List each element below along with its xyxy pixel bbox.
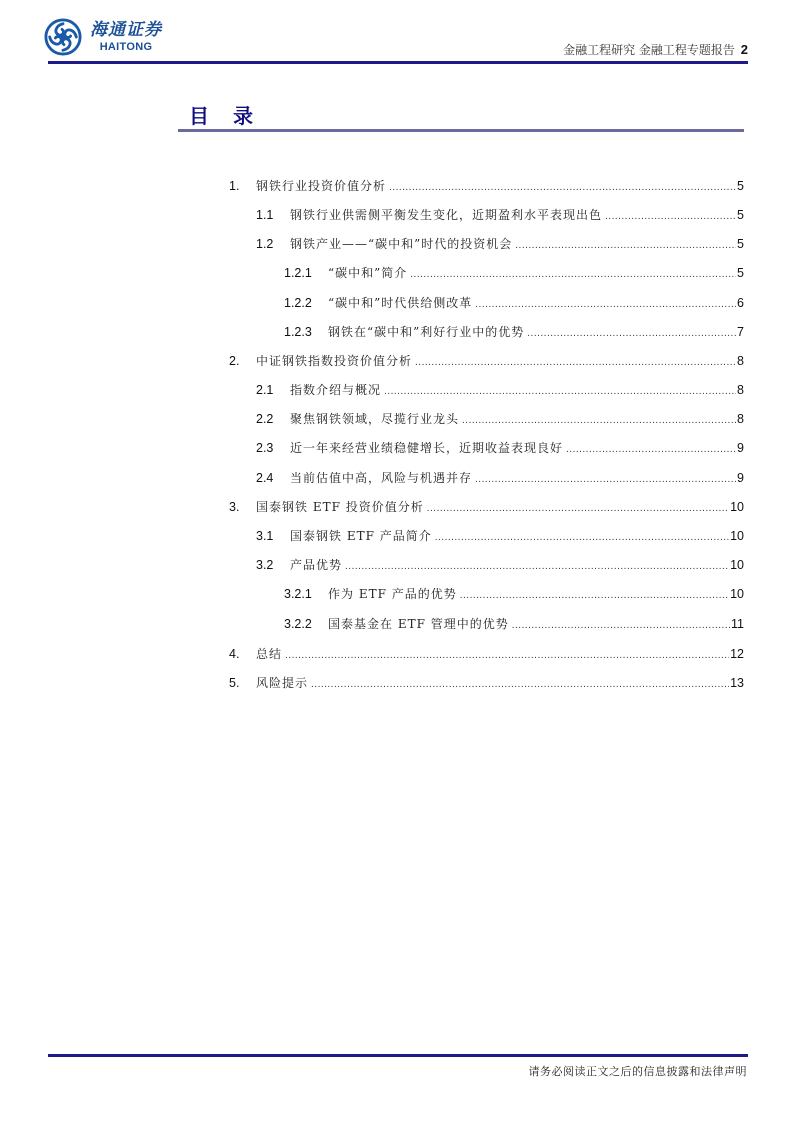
- toc-entry[interactable]: [256, 527, 744, 545]
- logo-name-en: HAITONG: [99, 40, 153, 53]
- toc-entry-label: “碳中和”时代供给侧改革: [328, 296, 473, 310]
- toc-entry-label: 总结: [256, 647, 283, 661]
- toc-entry[interactable]: [256, 381, 744, 399]
- footer-divider: [48, 1054, 748, 1057]
- toc-dot-leader: [475, 474, 736, 485]
- toc-dot-leader: [345, 561, 729, 572]
- toc-entry[interactable]: [284, 585, 744, 603]
- toc-entry-label: 作为 ETF 产品的优势: [328, 587, 457, 601]
- toc-entry-number: 3.2.2: [284, 617, 312, 631]
- toc-entry-page: 8: [737, 383, 744, 397]
- toc-entry-label: 聚焦钢铁领域，尽揽行业龙头: [290, 412, 460, 426]
- toc-entry-label: 钢铁在“碳中和”利好行业中的优势: [328, 325, 525, 339]
- toc-entry-page: 10: [730, 529, 744, 543]
- toc-divider: [178, 129, 744, 132]
- page-number: 2: [740, 42, 748, 57]
- toc-entry-page: 5: [737, 237, 744, 251]
- toc-dot-leader: [427, 503, 729, 514]
- toc-entry-label: 指数介绍与概况: [290, 383, 382, 397]
- toc-entry[interactable]: [284, 264, 744, 282]
- toc-entry-page: 7: [737, 325, 744, 339]
- toc-entry-page: 9: [737, 441, 744, 455]
- toc-entry-number: 1.2.2: [284, 296, 312, 310]
- toc-entry-label: “碳中和”简介: [328, 266, 408, 280]
- toc-entry[interactable]: [256, 206, 744, 224]
- toc-dot-leader: [415, 357, 736, 368]
- toc-entry[interactable]: [256, 469, 744, 487]
- header-divider: [48, 61, 748, 64]
- toc-dot-leader: [462, 415, 736, 426]
- toc-dot-leader: [460, 590, 729, 601]
- toc-entry-number: 1.: [229, 179, 240, 193]
- toc-entry-label: 国泰钢铁 ETF 产品简介: [290, 529, 432, 543]
- toc-entry[interactable]: [229, 177, 744, 195]
- toc-entry-number: 4.: [229, 647, 240, 661]
- toc-entry-number: 1.2: [256, 237, 274, 251]
- toc-entry-page: 9: [737, 471, 744, 485]
- logo-name-cn: 海通证券: [90, 19, 162, 40]
- toc-entry-number: 3.2: [256, 558, 274, 572]
- toc-title: [189, 100, 253, 129]
- haitong-logo-icon: [44, 18, 82, 56]
- toc-dot-leader: [410, 269, 736, 280]
- toc-entry-number: 1.2.3: [284, 325, 312, 339]
- toc-entry-page: 5: [737, 208, 744, 222]
- toc-entry-label: 当前估值中高，风险与机遇并存: [290, 471, 473, 485]
- toc-entry-label: 钢铁行业投资价值分析: [256, 179, 387, 193]
- toc-entry[interactable]: [256, 439, 744, 457]
- toc-entry[interactable]: [229, 645, 744, 663]
- toc-entry-number: 2.2: [256, 412, 274, 426]
- toc-title-char-2: 录: [233, 104, 253, 128]
- toc-entry-page: 10: [730, 500, 744, 514]
- toc-dot-leader: [285, 650, 729, 661]
- toc-entry[interactable]: [256, 410, 744, 428]
- toc-entry[interactable]: [229, 498, 744, 516]
- toc-dot-leader: [384, 386, 736, 397]
- toc-entry-page: 8: [737, 354, 744, 368]
- toc-entry-page: 5: [737, 179, 744, 193]
- report-category: 金融工程研究 金融工程专题报告: [563, 43, 735, 57]
- toc-entry-label: 近一年来经营业绩稳健增长，近期收益表现良好: [290, 441, 564, 455]
- toc-entry-number: 2.1: [256, 383, 274, 397]
- toc-entry[interactable]: [284, 615, 744, 633]
- toc-entry-page: 11: [731, 617, 744, 631]
- toc-entry-number: 2.: [229, 354, 240, 368]
- toc-entry-label: 国泰基金在 ETF 管理中的优势: [328, 617, 509, 631]
- toc-dot-leader: [435, 532, 729, 543]
- toc-entry-page: 5: [737, 266, 744, 280]
- toc-entry-number: 5.: [229, 676, 240, 690]
- running-header: [563, 41, 748, 58]
- toc-entry-number: 3.2.1: [284, 587, 312, 601]
- toc-entry-label: 中证钢铁指数投资价值分析: [256, 354, 413, 368]
- toc-title-char-1: 目: [189, 104, 209, 128]
- company-logo: [44, 17, 162, 57]
- toc-entry-label: 国泰钢铁 ETF 投资价值分析: [256, 500, 424, 514]
- toc-entry[interactable]: [256, 235, 744, 253]
- toc-dot-leader: [389, 182, 736, 193]
- toc-entry-page: 12: [730, 647, 744, 661]
- toc-entry[interactable]: [229, 674, 744, 692]
- toc-entry-page: 10: [730, 587, 744, 601]
- toc-entry-number: 1.1: [256, 208, 274, 222]
- toc-entry-page: 6: [737, 296, 744, 310]
- toc-dot-leader: [605, 211, 736, 222]
- toc-entry-number: 2.3: [256, 441, 274, 455]
- toc-entry-label: 风险提示: [256, 676, 309, 690]
- toc-entry-number: 2.4: [256, 471, 274, 485]
- toc-entry-page: 13: [730, 676, 744, 690]
- toc-dot-leader: [475, 299, 736, 310]
- toc-entry[interactable]: [284, 294, 744, 312]
- toc-entry[interactable]: [229, 352, 744, 370]
- toc-entry-label: 钢铁产业——“碳中和”时代的投资机会: [290, 237, 513, 251]
- toc-entry-page: 8: [737, 412, 744, 426]
- toc-dot-leader: [515, 240, 736, 251]
- toc-entry-page: 10: [730, 558, 744, 572]
- toc-entry-number: 1.2.1: [284, 266, 312, 280]
- toc-dot-leader: [311, 679, 729, 690]
- toc-dot-leader: [566, 444, 736, 455]
- toc-entry-number: 3.1: [256, 529, 274, 543]
- toc-dot-leader: [512, 620, 730, 631]
- toc-entry-label: 钢铁行业供需侧平衡发生变化，近期盈利水平表现出色: [290, 208, 603, 222]
- toc-entry-number: 3.: [229, 500, 240, 514]
- legal-disclaimer: 请务必阅读正文之后的信息披露和法律声明: [528, 1065, 747, 1078]
- toc-entry[interactable]: [284, 323, 744, 341]
- toc-entry[interactable]: [256, 556, 744, 574]
- toc-entry-label: 产品优势: [290, 558, 343, 572]
- toc-dot-leader: [527, 328, 736, 339]
